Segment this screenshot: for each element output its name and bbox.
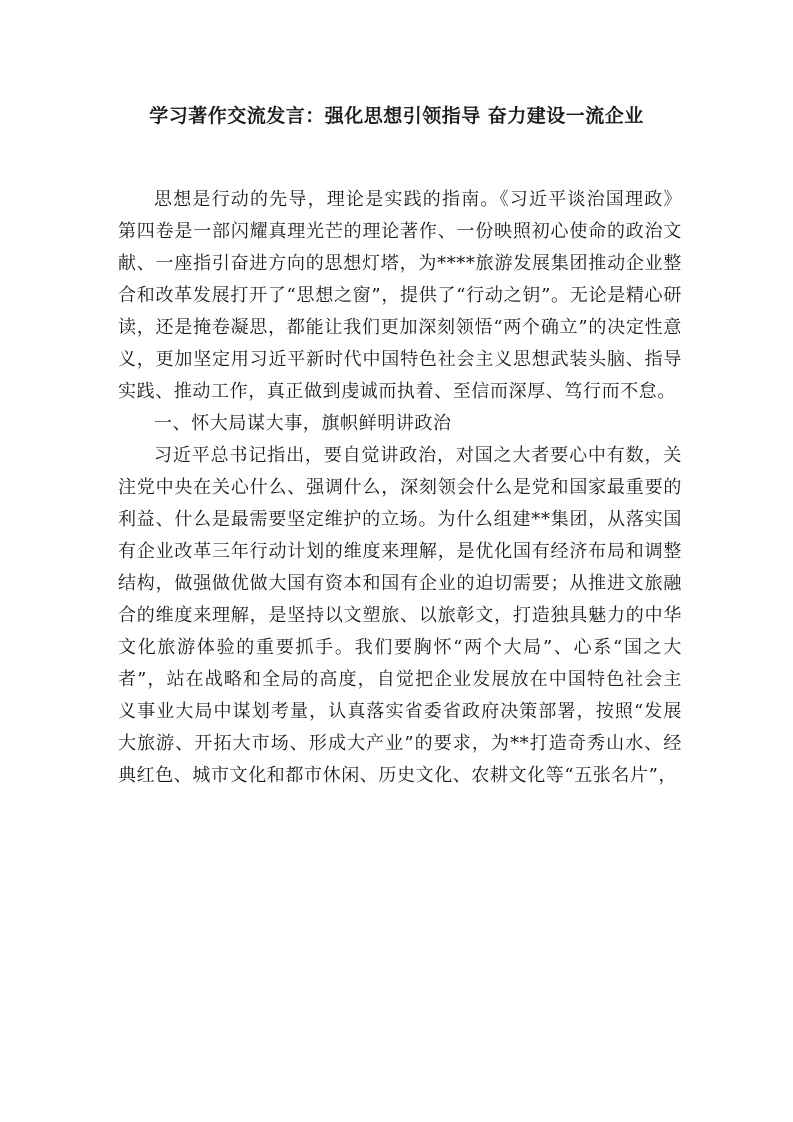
document-body: [118, 184, 682, 792]
document-title: 学习著作交流发言：强化思想引领指导 奋力建设一流企业: [149, 105, 644, 127]
section-heading-1: 一、怀大局谋大事，旗帜鲜明讲政治: [154, 413, 452, 434]
section-paragraph-1: 习近平总书记指出，要自觉讲政治，对国之大者要心中有数，关注党中央在关心什么、强调什么，深刻领会什么是党和国家最重要的利益、什么是最需要坚定维护的立场。为什么组建**集团，从落实国有企业改革三年行动计划的维度来理解，是优化国有经济布局和调整结构，做强做优做大国有资本和国有企业的迫切需要；从推进文旅融合的维度来理解，是坚持以文塑旅、以旅彰文，打造独具魅力的中华文化旅游体验的重要抓手。我们要胸怀“两个大局”、心系“国之大者”，站在战略和全局的高度，自觉把企业发展放在中国特色社会主义事业大局中谋划考量，认真落实省委省政府决策部署，按照“发展大旅游、开拓大市场、形成大产业”的要求，为**打造奇秀山水、经典红色、城市文化和都市休闲、历史文化、农耕文化等“五张名片”，: [118, 445, 682, 786]
intro-paragraph: 思想是行动的先导，理论是实践的指南。《习近平谈治国理政》第四卷是一部闪耀真理光芒的理论著作、一份映照初心使命的政治文献、一座指引奋进方向的思想灯塔，为****旅游发展集团推动企业整合和改革发展打开了“思想之窗”，提供了“行动之钥”。无论是精心研读，还是掩卷凝思，都能让我们更加深刻领悟“两个确立”的决定性意义，更加坚定用习近平新时代中国特色社会主义思想武装头脑、指导实践、推动工作，真正做到虔诚而执着、至信而深厚、笃行而不怠。: [118, 189, 682, 402]
